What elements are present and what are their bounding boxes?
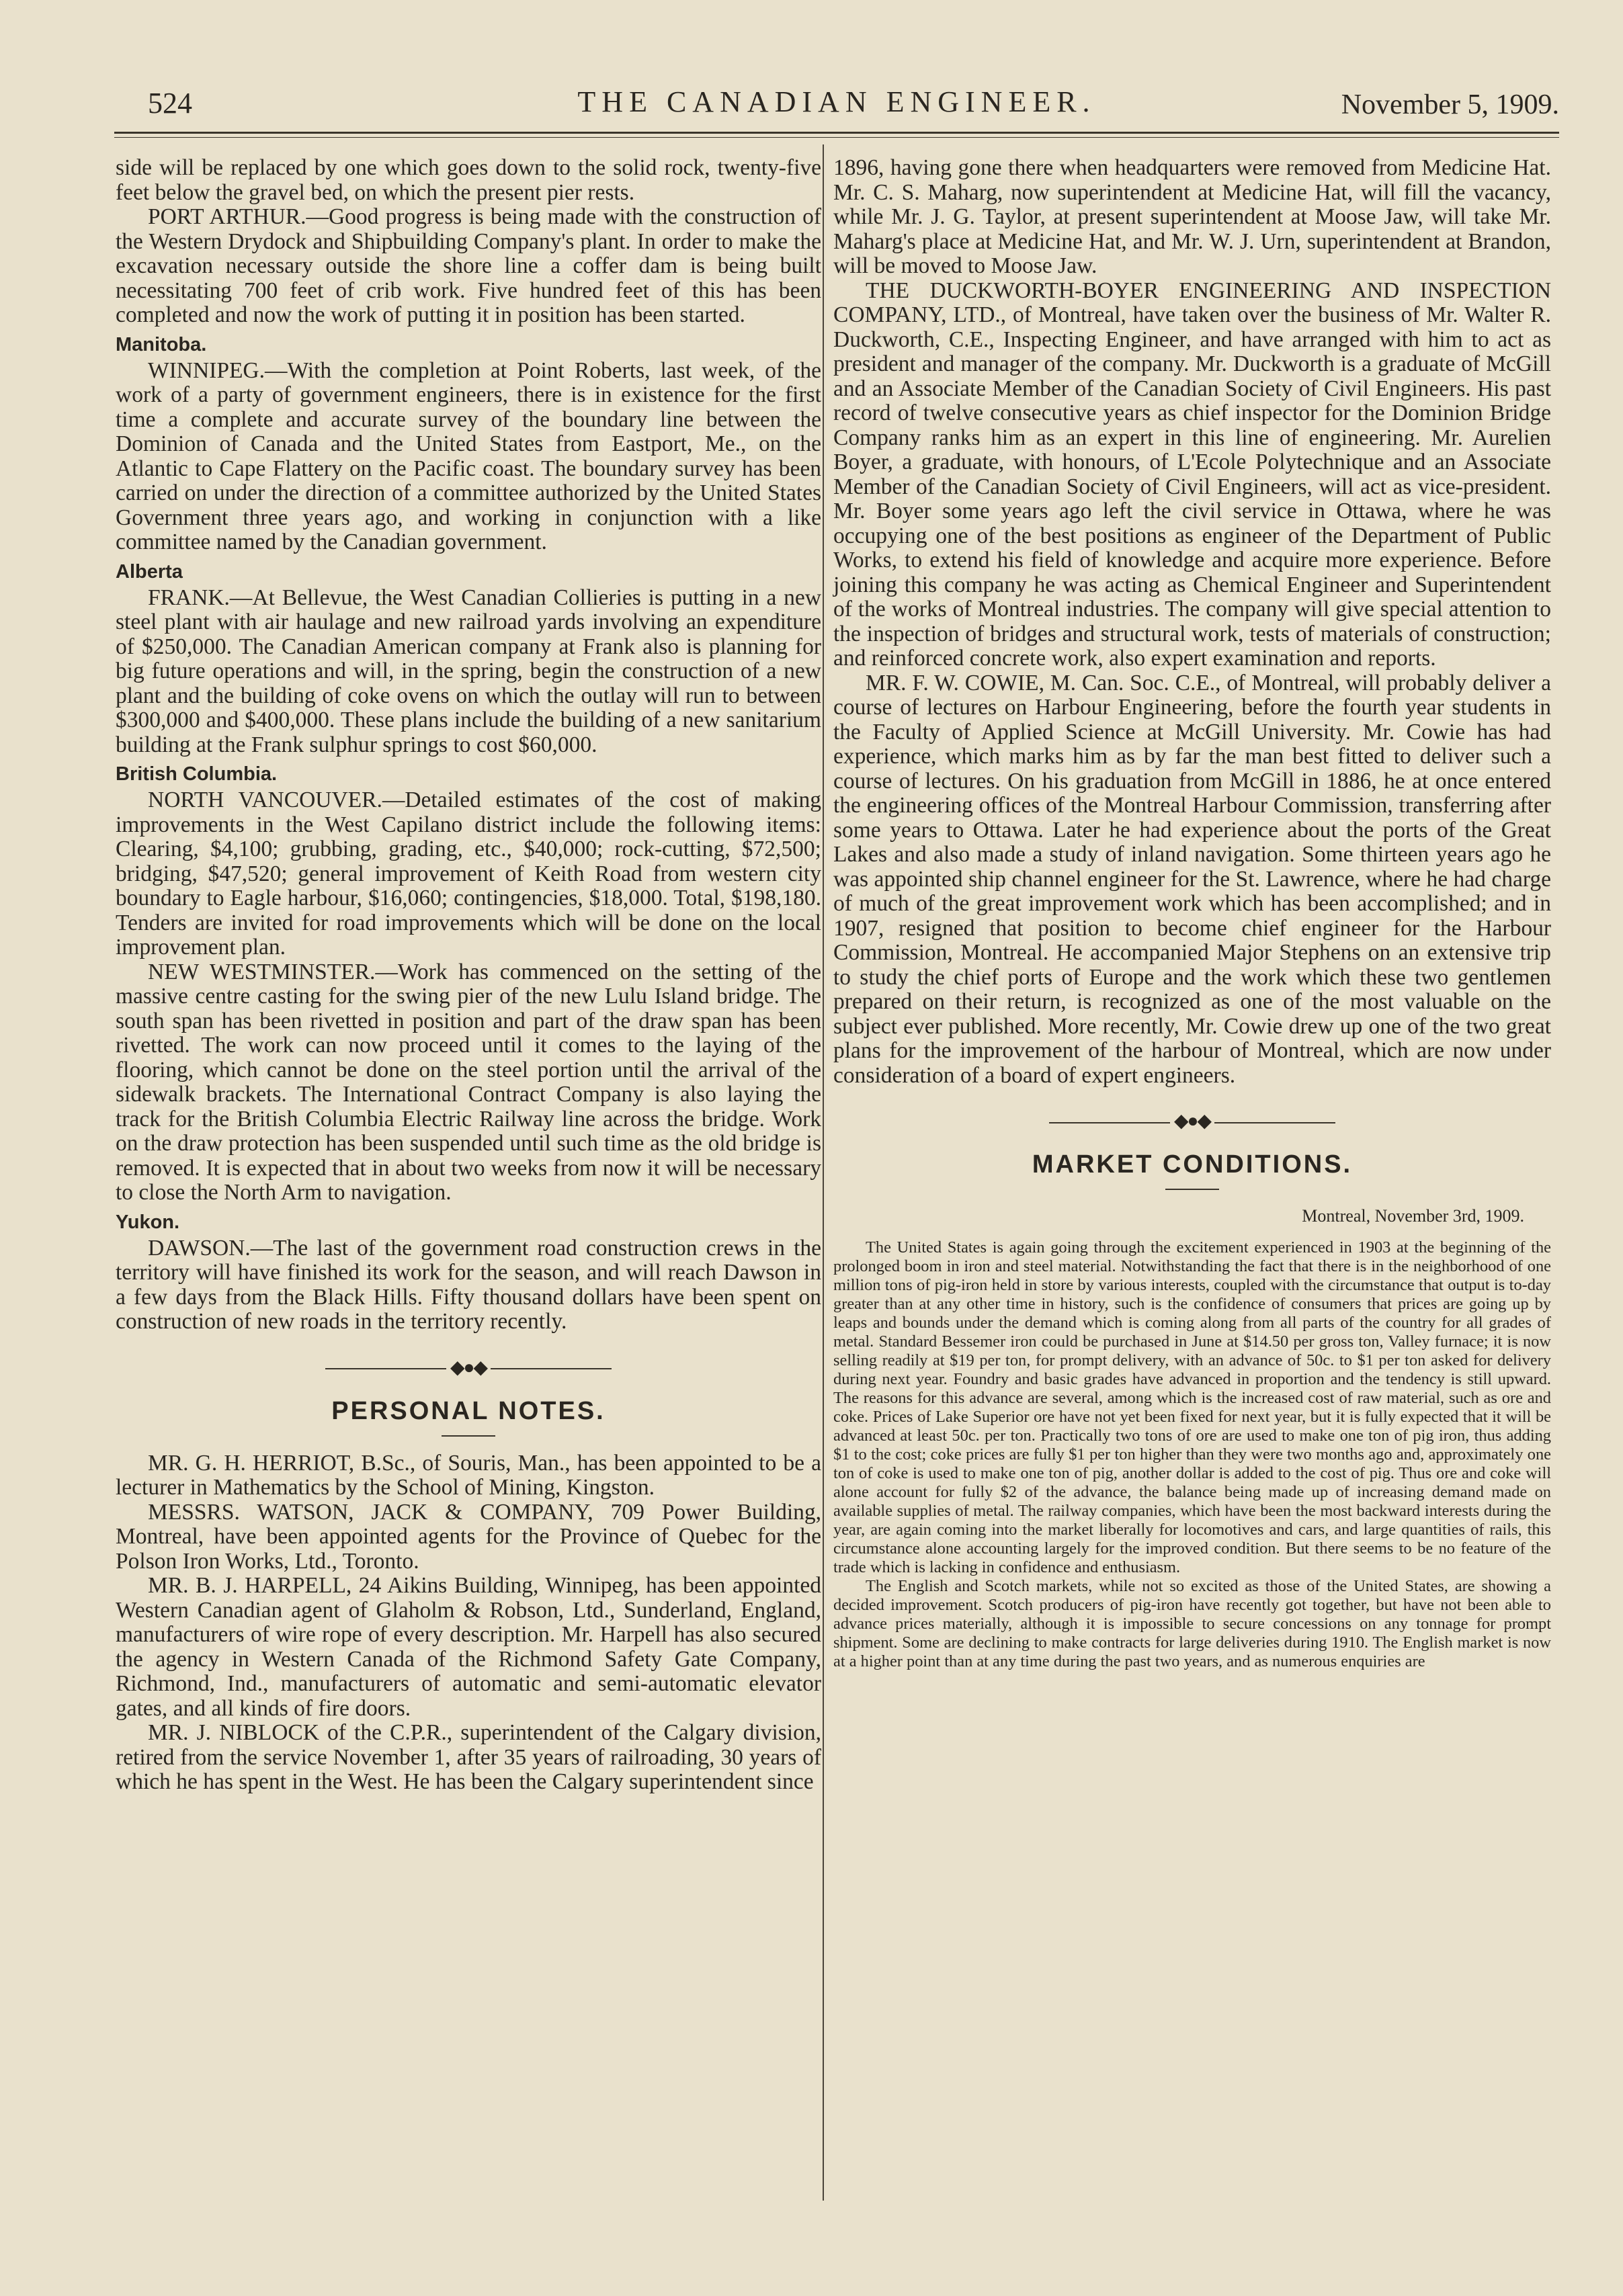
left-column xyxy=(116,156,821,1795)
section-ornament: ◆●◆ xyxy=(116,1355,821,1381)
column-divider xyxy=(823,144,824,2201)
personal-notes-title: PERSONAL NOTES. xyxy=(331,1396,606,1425)
market-dateline: Montreal, November 3rd, 1909. xyxy=(1302,1206,1524,1226)
paragraph-new-westminster: NEW WESTMINSTER.—Work has commenced on the setting of the massive centre casting for the swing pier of the new Lulu Island bridge. The south span has been rivetted in position and part of the draw span has been rivetted. The work can now proceed until it comes to the laying of the flooring, which cannot be done on the steel portion until the arrival of the sidewalk brackets. The International Contract Company is also laying the track for the British Columbia Electric Railway line across the bridge. Work on the draw protection has been suspended until such time as the old bridge is removed. It is expected that in about two weeks from now it will be necessary to close the North Arm to navigation. xyxy=(116,959,821,1205)
paragraph-cowie: MR. F. W. COWIE, M. Can. Soc. C.E., of Montreal, will probably deliver a course of lectures on Harbour Engineering, before the fourth year students in the Faculty of Applied Science at McGill University. Mr. Cowie has had experience, which marks him as by far the man best fitted to deliver such a course of lectures. On his graduation from McGill in 1886, he at once entered the engineering offices of the Montreal Harbour Commission, transferring after some years to Ottawa. Later he had experience about the ports of the Great Lakes and also made a study of inland navigation. Some thirteen years ago he was appointed ship channel engineer for the St. Lawrence, where he had charge of much of the great improvement work which has been accomplished; and in 1907, resigned that position to become chief engineer for the Harbour Commission, Montreal. He accompanied Major Stephens on an extensive trip to study the chief ports of Europe and the work which these two gentlemen prepared on their return, is recognized as one of the most valuable on the subject ever published. More recently, Mr. Cowie drew up one of the two great plans for the improvement of the harbour of Montreal, which are now under consideration of a board of expert engineers. xyxy=(833,670,1551,1088)
issue-date: November 5, 1909. xyxy=(1341,89,1559,120)
heading-yukon: Yukon. xyxy=(116,1211,180,1233)
page-header xyxy=(114,79,1559,133)
paragraph-frank: FRANK.—At Bellevue, the West Canadian Collieries is putting in a new steel plant with air haulage and new railroad yards involving an expenditure of $250,000. The Canadian American company at Frank also is planning for big future operations and will, in the spring, begin the construction of a new plant and the building of coke ovens on which the outlay will run to between $300,000 and $400,000. These plans include the building of a new sanitarium building at the Frank sulphur springs to cost $60,000. xyxy=(116,585,821,757)
paragraph-winnipeg: WINNIPEG.—With the completion at Point Roberts, last week, of the work of a party of government engineers, there is in existence for the first time a complete and accurate survey of the boundary line between the Dominion of Canada and the United States from Eastport, Me., on the Atlantic to Cape Flattery on the Pacific coast. The boundary survey has been carried on under the direction of a committee authorized by the United States Government three years ago, and working in conjunction with a like committee named by the Canadian government. xyxy=(116,357,821,554)
paragraph-dawson: DAWSON.—The last of the government road construction crews in the territory will have finished its work for the season, and will reach Dawson in a few days from the Black Hills. Fifty thousand dollars have been spent on construction of new roads in the territory recently. xyxy=(116,1235,821,1334)
page-number: 524 xyxy=(148,87,192,120)
header-rule xyxy=(114,132,1559,134)
paragraph-niblock-continued: 1896, having gone there when headquarters were removed from Medicine Hat. Mr. C. S. Maharg, now superintendent at Medicine Hat, will fill the vacancy, while Mr. J. G. Taylor, at present superintendent at Moose Jaw, will take Mr. Maharg's place at Medicine Hat, and Mr. W. J. Urn, superintendent at Brandon, will be moved to Moose Jaw. xyxy=(833,155,1551,278)
paragraph-herriot: MR. G. H. HERRIOT, B.Sc., of Souris, Man., has been appointed to be a lecturer in Mathematics by the School of Mining, Kingston. xyxy=(116,1450,821,1500)
paragraph-niblock: MR. J. NIBLOCK of the C.P.R., superintendent of the Calgary division, retired from the service November 1, after 35 years of railroading, 30 years of which he has spent in the West. He has been the Calgary superintendent since xyxy=(116,1720,821,1794)
market-conditions-title: MARKET CONDITIONS. xyxy=(1032,1150,1353,1179)
right-column xyxy=(833,156,1551,1671)
heading-manitoba: Manitoba. xyxy=(116,333,207,355)
section-ornament: ◆●◆ xyxy=(833,1108,1551,1135)
paragraph-watson: MESSRS. WATSON, JACK & COMPANY, 709 Power Building, Montreal, have been appointed agents for the Province of Quebec for the Polson Iron Works, Ltd., Toronto. xyxy=(116,1499,821,1574)
paragraph-pier: side will be replaced by one which goes down to the solid rock, twenty-five feet below the gravel bed, on which the present pier rests. xyxy=(116,155,821,205)
paragraph-port-arthur: PORT ARTHUR.—Good progress is being made with the construction of the Western Drydock and Shipbuilding Company's plant. In order to make the excavation necessary outside the shore line a coffer dam is being built necessitating 700 feet of crib work. Five hundred feet of this has been completed and now the work of putting it in position has been started. xyxy=(116,204,821,327)
paragraph-north-vancouver: NORTH VANCOUVER.—Detailed estimates of the cost of making improvements in the West Capilano district include the following items: Clearing, $4,100; grubbing, grading, etc., $40,000; rock-cutting, $72,500; bridging, $47,520; general improvement of Keith Road from western city boundary to Eagle harbour, $16,060; contingencies, $18,000. Total, $198,180. Tenders are invited for road improvements which will be done on the local improvement plan. xyxy=(116,788,821,960)
paragraph-market-uk: The English and Scotch markets, while not so excited as those of the United States, are showing a decided improvement. Scotch producers of pig-iron have recently got together, but have not been able to advance prices materially, although it is impossible to secure concessions on any tonnage for prompt shipment. Some are declining to make contracts for large deliveries during 1910. The English market is now at a higher point than at any time during the past two years, and as numerous enquiries are xyxy=(833,1577,1551,1670)
journal-title: THE CANADIAN ENGINEER. xyxy=(577,85,1096,118)
title-underline xyxy=(442,1435,495,1437)
paragraph-market-us: The United States is again going through the excitement experienced in 1903 at the beginning of the prolonged boom in iron and steel material. Notwithstanding the fact that there is in the neighborhood of one million tons of pig-iron held in store by various interests, coupled with the circumstance that output is to-day greater than at any other time in history, such is the confidence of consumers that prices are going up by leaps and bounds under the demand which is coming along from all parts of the country for all grades of metal. Standard Bessemer iron could be purchased in June at $14.50 per gross ton, Valley furnace; it is now selling readily at $19 per ton, for prompt delivery, with an advance of 50c. to $1 per ton asked for delivery during next year. Foundry and basic grades have advanced in proportion and the tendency is still upward. The reasons for this advance are several, among which is the increased cost of raw material, such as ore and coke. Prices of Lake Superior ore have not yet been fixed for next year, but it is fully expected that it will be advanced at least 50c. per ton. Practically two tons of ore are used to make one ton of pig iron, thus adding $1 to the cost; coke prices are fully $1 per ton higher than they were two months ago and, approximately one ton of coke is used to make one ton of pig, another dollar is added to the cost of pig. Thus ore and coke will alone account for fully $2 of the advance, the balance being made up of increasing demand made on available supplies of metal. The railway companies, which have been the most backward interests during the year, are again coming into the market liberally for locomotives and cars, and large quantities of rails, this circumstance alone accounting largely for the improved condition. But there seems to be no feature of the trade which is lacking in confidence and enthusiasm. xyxy=(833,1238,1551,1576)
heading-alberta: Alberta xyxy=(116,560,183,583)
heading-british-columbia: British Columbia. xyxy=(116,763,278,785)
paragraph-harpell: MR. B. J. HARPELL, 24 Aikins Building, Winnipeg, has been appointed Western Canadian agent of Glaholm & Robson, Ltd., Sunderland, England, manufacturers of wire rope of every description. Mr. Harpell has also secured the agency in Western Canada of the Richmond Safety Gate Company, Richmond, Ind., manufacturers of automatic and semi-automatic elevator gates, and all kinds of fire doors. xyxy=(116,1573,821,1721)
title-underline xyxy=(1165,1189,1219,1190)
paragraph-duckworth: THE DUCKWORTH-BOYER ENGINEERING AND INSPECTION COMPANY, LTD., of Montreal, have taken over the business of Mr. Walter R. Duckworth, C.E., Inspecting Engineer, and have arranged with him to act as president and manager of the company. Mr. Duckworth is a graduate of McGill and an Associate Member of the Canadian Society of Civil Engineers. His past record of twelve consecutive years as chief inspector for the Dominion Bridge Company ranks him as an expert in this line of engineering. Mr. Aurelien Boyer, a graduate, with honours, of L'Ecole Polytechnique and an Associate Member of the Canadian Society of Civil Engineers, will act as vice-president. Mr. Boyer some years ago left the civil service in Ottawa, where he was occupying one of the best positions as engineer of the Department of Public Works, to extend his field of knowledge and acquire more experience. Before joining this company he was acting as Chemical Engineer and Superintendent of the works of Montreal industries. The company will give special attention to the inspection of bridges and structural work, tests of materials of construction; and reinforced concrete work, also expert examination and reports. xyxy=(833,278,1551,671)
header-rule-thin xyxy=(114,137,1559,138)
